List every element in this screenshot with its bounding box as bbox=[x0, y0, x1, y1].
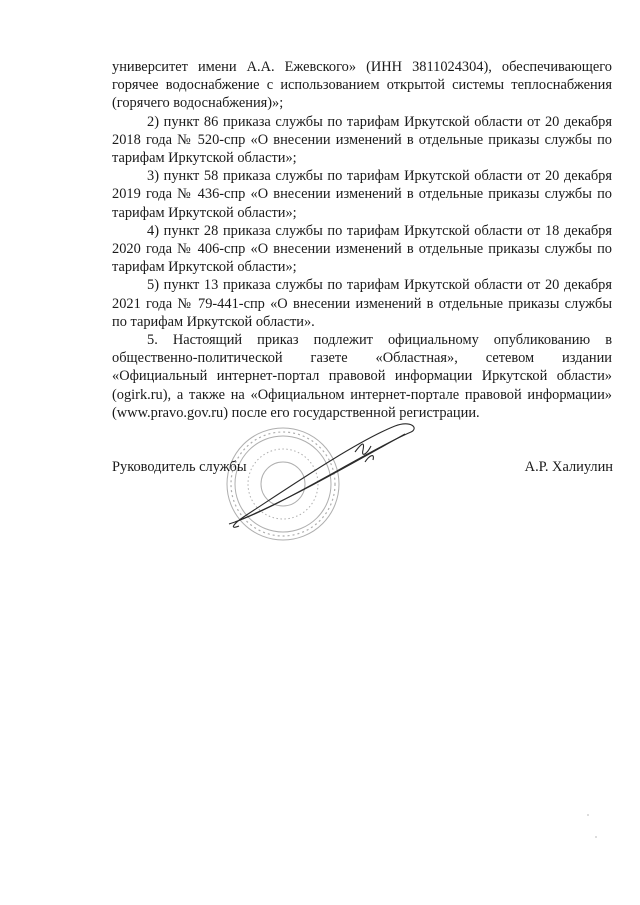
paragraph-continuation: университет имени А.А. Ежевского» (ИНН 3811024304), обеспечивающего горячее водоснабжение с использованием открытой системы теплоснабжения (горячего водоснабжения)»; bbox=[112, 59, 612, 112]
section-5-paragraph: 5. Настоящий приказ подлежит официальному опубликованию в общественно-политической газете «Областная», сетевом издании «Официальный интернет-портал правовой информации Иркутской области» (ogirk.ru), а также на «Официальном интернет-портале правовой информации» (www.pravo.gov.ru) после его государственной регистрации. bbox=[112, 332, 612, 421]
list-item-5: 5) пункт 13 приказа службы по тарифам Иркутской области от 20 декабря 2021 года № 79-441-спр «О внесении изменений в отдельные приказы службы по тарифам Иркутской области». bbox=[112, 277, 612, 330]
list-item-4: 4) пункт 28 приказа службы по тарифам Иркутской области от 18 декабря 2020 года № 406-спр «О внесении изменений в отдельные приказы службы по тарифам Иркутской области»; bbox=[112, 222, 612, 276]
document-body bbox=[112, 58, 612, 422]
scan-specks bbox=[580, 805, 620, 845]
signatory-title: Руководитель службы bbox=[112, 459, 247, 475]
list-item-2: 2) пункт 86 приказа службы по тарифам Иркутской области от 20 декабря 2018 года № 520-спр «О внесении изменений в отдельные приказы службы по тарифам Иркутской области»; bbox=[112, 113, 612, 167]
signatory-name: А.Р. Халиулин bbox=[524, 459, 613, 475]
seal-stamp bbox=[215, 412, 415, 542]
list-item-3: 3) пункт 58 приказа службы по тарифам Иркутской области от 20 декабря 2019 года № 436-спр «О внесении изменений в отдельные приказы службы по тарифам Иркутской области»; bbox=[112, 168, 612, 221]
